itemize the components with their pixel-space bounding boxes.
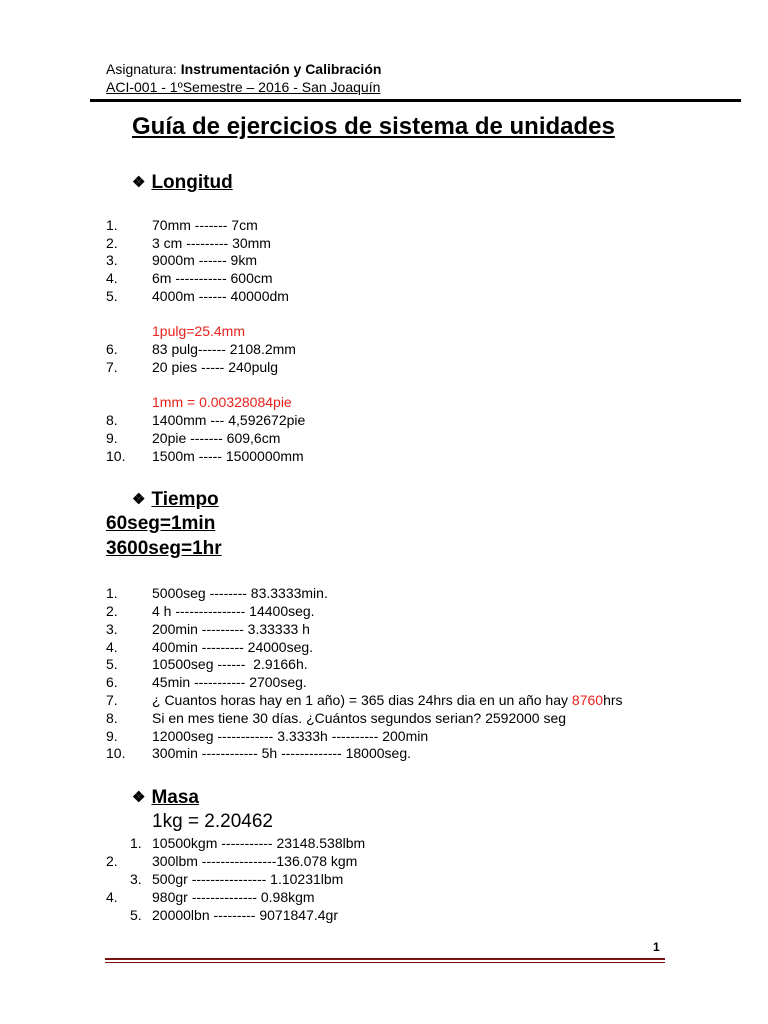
conversion-note: 1pulg=25.4mm	[152, 323, 246, 339]
diamond-bullet-icon: ❖	[132, 789, 146, 806]
section-tiempo	[132, 489, 219, 511]
time-equivalence: 3600seg=1hr	[106, 538, 222, 559]
subject-line	[106, 61, 381, 77]
footer-rule	[105, 962, 665, 963]
diamond-bullet-icon: ❖	[132, 174, 146, 191]
section-masa	[132, 787, 199, 809]
section-heading: Tiempo	[151, 489, 219, 510]
course-line: ACI-001 - 1ºSemestre – 2016 - San Joaquín	[106, 79, 381, 95]
subject-name: Instrumentación y Calibración	[180, 61, 382, 77]
time-equivalence: 60seg=1min	[106, 513, 216, 534]
page-title: Guía de ejercicios de sistema de unidades	[132, 113, 615, 140]
section-longitud	[132, 172, 233, 194]
conversion-note: 1mm = 0.00328084pie	[152, 394, 292, 410]
footer-rule	[105, 958, 665, 960]
subject-prefix: Asignatura:	[106, 61, 181, 77]
mass-conversion: 1kg = 2.20462	[152, 811, 273, 832]
page-number: 1	[653, 940, 660, 954]
section-heading: Masa	[151, 787, 199, 808]
diamond-bullet-icon: ❖	[132, 491, 146, 508]
header-rule	[90, 99, 741, 102]
highlighted-answer: 8760	[571, 692, 604, 708]
section-heading: Longitud	[151, 172, 233, 193]
